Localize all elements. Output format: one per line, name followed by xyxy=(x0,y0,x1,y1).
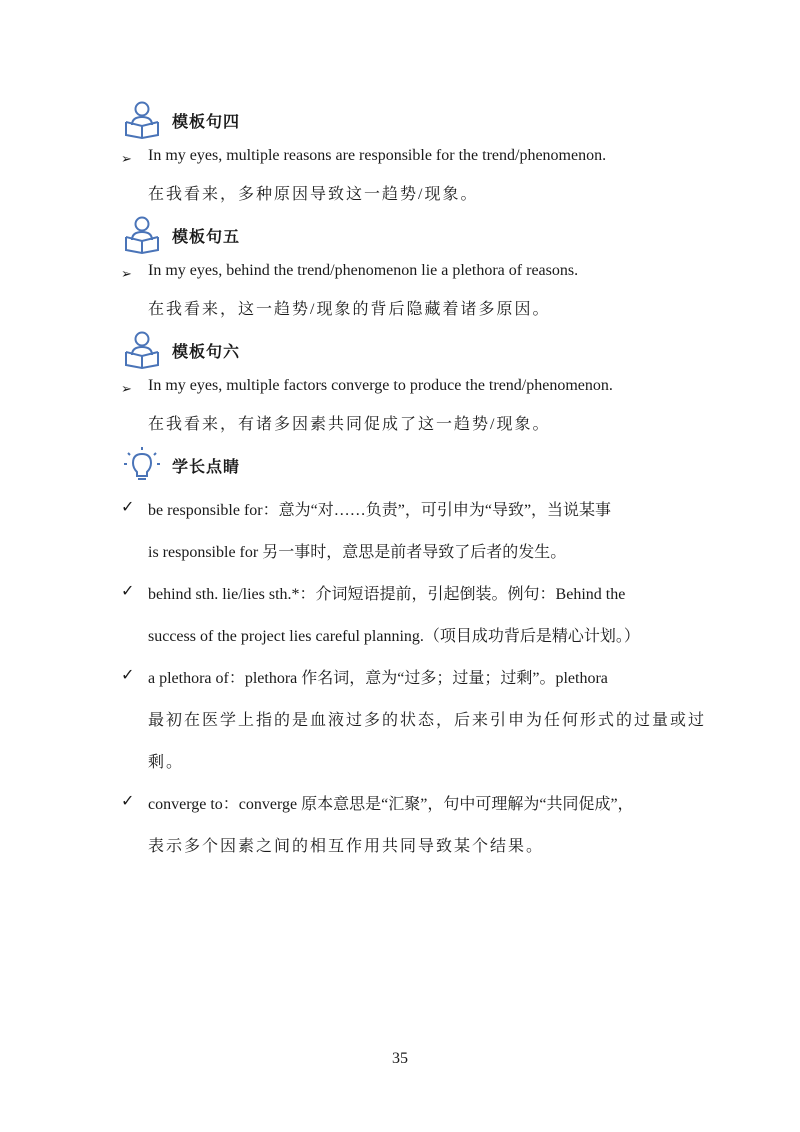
tips-heading-label: 学长点睛 xyxy=(172,458,241,476)
tip-line: is responsible for 另一事时，意思是前者导致了后者的发生。 xyxy=(148,544,567,561)
arrow-bullet-icon: ➢ xyxy=(121,151,132,166)
reading-person-icon xyxy=(122,330,162,370)
template-heading-4 xyxy=(122,100,240,140)
check-bullet-icon: ✓ xyxy=(121,583,135,600)
template-heading-6 xyxy=(122,330,240,370)
tip-line: behind sth. lie/lies sth.*：介词短语提前，引起倒装。例句：Behind the xyxy=(148,586,626,603)
reading-person-icon xyxy=(122,100,162,140)
tip-line: 剩。 xyxy=(148,754,185,771)
tip-line: converge to：converge 原本意思是“汇聚”，句中可理解为“共同促成”， xyxy=(148,796,634,813)
tip-line: a plethora of：plethora 作名词，意为“过多；过量；过剩”。plethora xyxy=(148,670,608,687)
template-sentence-cn: 在我看来，多种原因导致这一趋势/现象。 xyxy=(148,186,479,203)
template-sentence-en: In my eyes, multiple factors converge to produce the trend/phenomenon. xyxy=(148,377,613,394)
template-sentence-en: In my eyes, behind the trend/phenomenon lie a plethora of reasons. xyxy=(148,262,579,279)
template-heading-5 xyxy=(122,215,240,255)
check-bullet-icon: ✓ xyxy=(121,499,135,516)
check-bullet-icon: ✓ xyxy=(121,793,135,810)
page-number: 35 xyxy=(392,1050,408,1067)
arrow-bullet-icon: ➢ xyxy=(121,381,132,396)
tip-line: success of the project lies careful planning.（项目成功背后是精心计划。） xyxy=(148,628,640,645)
tip-line: be responsible for：意为“对……负责”，可引申为“导致”，当说某事 xyxy=(148,502,612,519)
check-bullet-icon: ✓ xyxy=(121,667,135,684)
lightbulb-icon xyxy=(122,445,162,485)
template-sentence-en: In my eyes, multiple reasons are responsible for the trend/phenomenon. xyxy=(148,147,607,164)
tip-line: 表示多个因素之间的相互作用共同导致某个结果。 xyxy=(148,838,545,855)
tip-line: 最初在医学上指的是血液过多的状态，后来引申为任何形式的过量或过 xyxy=(148,712,707,729)
template-heading-label: 模板句四 xyxy=(172,113,241,131)
template-sentence-cn: 在我看来，这一趋势/现象的背后隐藏着诸多原因。 xyxy=(148,301,551,318)
template-sentence-cn: 在我看来，有诸多因素共同促成了这一趋势/现象。 xyxy=(148,416,551,433)
template-heading-label: 模板句五 xyxy=(172,228,241,246)
reading-person-icon xyxy=(122,215,162,255)
arrow-bullet-icon: ➢ xyxy=(121,266,132,281)
template-heading-label: 模板句六 xyxy=(172,343,241,361)
tips-heading xyxy=(122,445,240,485)
